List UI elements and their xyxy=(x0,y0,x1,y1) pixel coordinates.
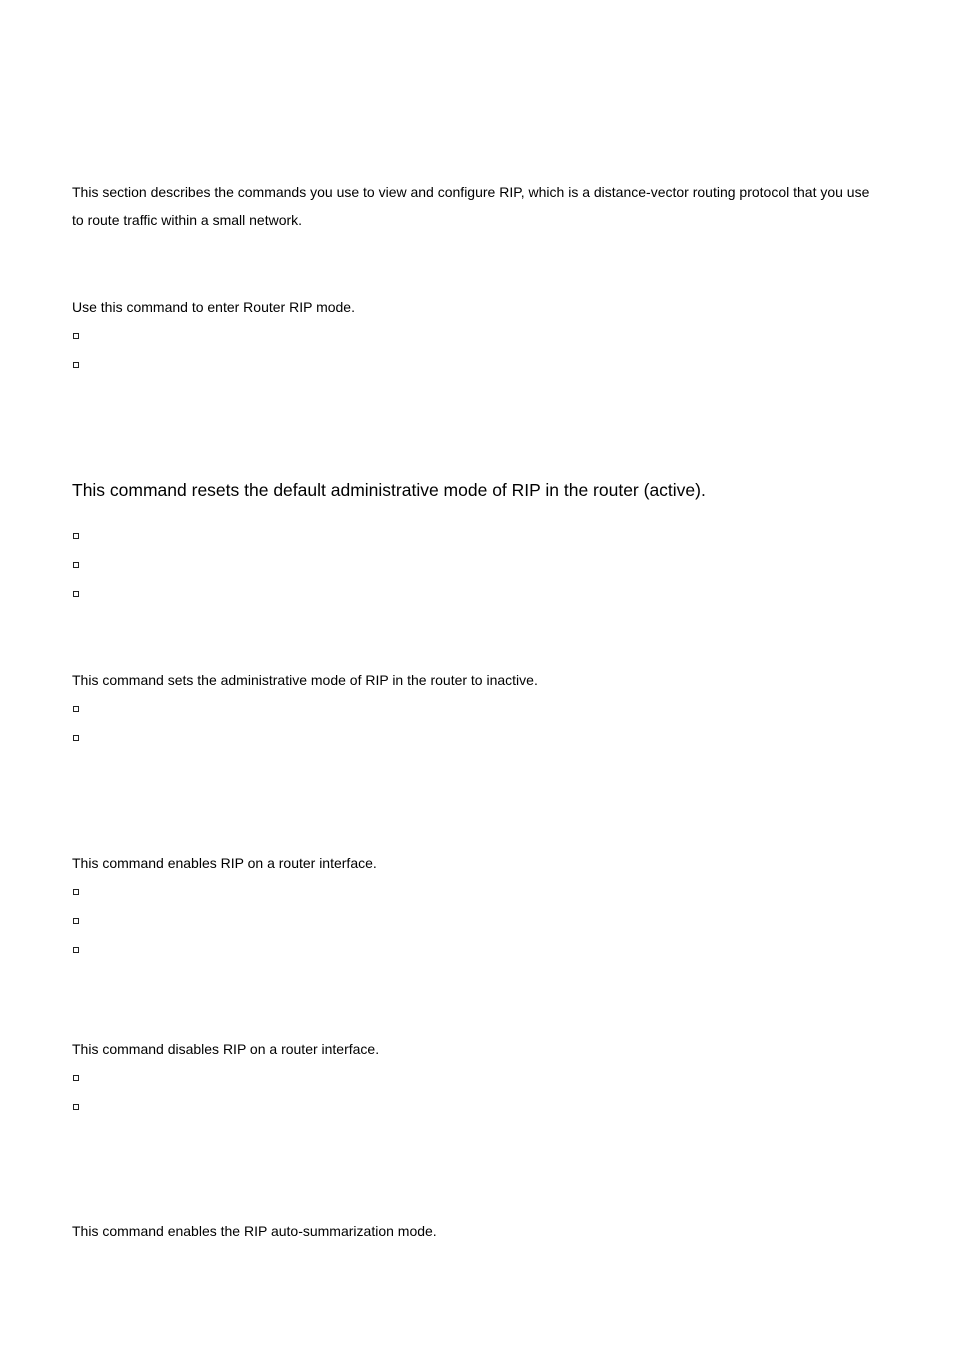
bullet-square-icon xyxy=(73,706,79,712)
list-bullet xyxy=(73,947,79,953)
bullet-square-icon xyxy=(73,918,79,924)
list-bullet xyxy=(73,706,79,712)
list-bullet xyxy=(73,533,79,539)
router-rip-description: Use this command to enter Router RIP mode. xyxy=(72,299,355,315)
no-enable-description: This command sets the administrative mode of RIP in the router to inactive. xyxy=(72,672,538,688)
list-bullet xyxy=(73,362,79,368)
bullet-square-icon xyxy=(73,889,79,895)
enable-description: This command resets the default administrative mode of RIP in the router (active). xyxy=(72,480,706,500)
ip-rip-description: This command enables RIP on a router interface. xyxy=(72,855,377,871)
list-bullet xyxy=(73,1075,79,1081)
bullet-square-icon xyxy=(73,533,79,539)
list-bullet xyxy=(73,333,79,339)
list-bullet xyxy=(73,562,79,568)
bullet-square-icon xyxy=(73,1104,79,1110)
intro-paragraph: This section describes the commands you use to view and configure RIP, which is a distance-vector routing protocol that you use to route traffic within a small network. xyxy=(72,184,870,228)
bullet-square-icon xyxy=(73,362,79,368)
bullet-square-icon xyxy=(73,947,79,953)
list-bullet xyxy=(73,735,79,741)
bullet-square-icon xyxy=(73,333,79,339)
list-bullet xyxy=(73,591,79,597)
no-ip-rip-description: This command disables RIP on a router interface. xyxy=(72,1041,380,1057)
bullet-square-icon xyxy=(73,562,79,568)
list-bullet xyxy=(73,1104,79,1110)
list-bullet xyxy=(73,918,79,924)
bullet-square-icon xyxy=(73,1075,79,1081)
auto-summary-description: This command enables the RIP auto-summarization mode. xyxy=(72,1223,437,1239)
bullet-square-icon xyxy=(73,591,79,597)
bullet-square-icon xyxy=(73,735,79,741)
list-bullet xyxy=(73,889,79,895)
